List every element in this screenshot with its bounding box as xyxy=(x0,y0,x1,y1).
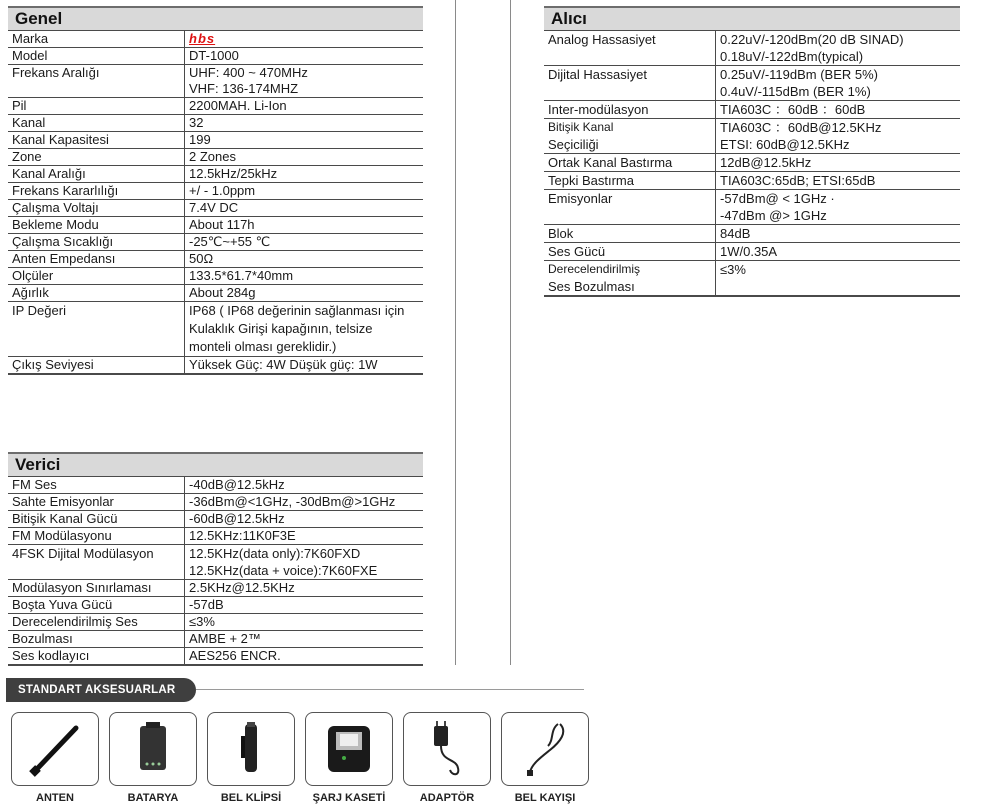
spec-value-line: -47dBm @> 1GHz xyxy=(720,208,827,223)
spec-value-line: 2.5KHz@12.5KHz xyxy=(189,580,295,595)
spec-label-line: Frekans Aralığı xyxy=(12,65,100,80)
spec-value-line: ≤3% xyxy=(720,262,746,277)
accessory-label: BEL KAYIŞI xyxy=(514,792,576,804)
spec-label-line: Seçiciliği xyxy=(548,137,599,152)
spec-value xyxy=(185,580,423,596)
spec-value-line: 12.5KHz(data only):7K60FXD xyxy=(189,546,361,561)
spec-value-line: 50Ω xyxy=(189,251,214,266)
spec-value xyxy=(185,285,423,301)
spec-label xyxy=(544,243,716,260)
spec-value xyxy=(716,172,960,189)
spec-row xyxy=(8,648,423,666)
spec-value xyxy=(716,119,960,153)
spec-label xyxy=(8,48,185,64)
spec-label xyxy=(8,580,185,596)
accessory-battery xyxy=(109,712,197,804)
spec-value xyxy=(185,494,423,510)
spec-row xyxy=(8,545,423,580)
strap-icon xyxy=(501,712,589,786)
spec-label xyxy=(8,115,185,131)
spec-label-line: Dijital Hassasiyet xyxy=(548,67,647,82)
spec-value-line: VHF: 136-174MHZ xyxy=(189,81,299,96)
spec-value-line: 0.4uV/-115dBm (BER 1%) xyxy=(720,84,871,99)
spec-label xyxy=(544,66,716,100)
spec-value xyxy=(716,261,960,295)
spec-row xyxy=(8,251,423,268)
spec-value-line: 199 xyxy=(189,132,211,147)
spec-label xyxy=(8,132,185,148)
accessory-strap xyxy=(501,712,589,804)
spec-row xyxy=(8,511,423,528)
spec-value-line: Kulaklık Girişi kapağının, telsize xyxy=(189,321,373,336)
spec-value-line: TIA603C:65dB; ETSI:65dB xyxy=(720,173,876,188)
spec-label-line: Sahte Emisyonlar xyxy=(12,494,114,509)
spec-value-line: 0.18uV/-122dBm(typical) xyxy=(720,49,864,64)
spec-row xyxy=(8,631,423,648)
spec-label xyxy=(8,98,185,114)
spec-label-line: Zone xyxy=(12,149,42,164)
spec-row xyxy=(8,234,423,251)
spec-value xyxy=(185,65,423,97)
spec-value-line: 12dB@12.5kHz xyxy=(720,155,812,170)
spec-label-line: Ses Gücü xyxy=(548,244,606,259)
alici-spec-table xyxy=(544,6,960,297)
accessory-belt-clip xyxy=(207,712,295,804)
spec-row xyxy=(8,166,423,183)
spec-row xyxy=(8,614,423,631)
spec-label xyxy=(8,631,185,647)
spec-value xyxy=(185,200,423,216)
spec-value xyxy=(716,243,960,260)
spec-value-line: 0.22uV/-120dBm(20 dB SINAD) xyxy=(720,32,904,47)
spec-row xyxy=(8,31,423,48)
spec-value-line: 12.5kHz/25kHz xyxy=(189,166,278,181)
spec-value xyxy=(716,66,960,100)
spec-row xyxy=(544,66,960,101)
spec-value xyxy=(185,251,423,267)
spec-label xyxy=(8,217,185,233)
spec-label-line: Blok xyxy=(548,226,574,241)
verici-title: Verici xyxy=(8,452,423,477)
spec-value-line: -57dBm@ < 1GHz · xyxy=(720,191,835,206)
spec-value xyxy=(185,597,423,613)
spec-value-line: -60dB@12.5kHz xyxy=(189,511,285,526)
spec-label-line: Çalışma Voltajı xyxy=(12,200,99,215)
spec-row xyxy=(544,243,960,261)
spec-value-line: -25℃~+55 ℃ xyxy=(189,234,271,249)
spec-value-line: About 117h xyxy=(189,217,255,232)
spec-value-line: monteli olması gereklidir.) xyxy=(189,339,337,354)
spec-row xyxy=(544,101,960,119)
spec-value xyxy=(185,648,423,664)
spec-value xyxy=(185,183,423,199)
spec-value-line: -40dB@12.5kHz xyxy=(189,477,285,492)
spec-row xyxy=(544,225,960,243)
spec-value-line: Yüksek Güç: 4W Düşük güç: 1W xyxy=(189,357,378,372)
spec-label xyxy=(8,251,185,267)
accessory-adapter xyxy=(403,712,491,804)
spec-label xyxy=(8,614,185,630)
spec-row xyxy=(8,48,423,65)
brand-logo: hbs xyxy=(189,31,216,46)
spec-label-line: Emisyonlar xyxy=(548,191,613,206)
accessory-charger xyxy=(305,712,393,804)
spec-value-line: 2 Zones xyxy=(189,149,236,164)
spec-value-line: 12.5KHz:11K0F3E xyxy=(189,528,296,543)
spec-label-line: Bitişik Kanal xyxy=(548,120,614,134)
spec-label xyxy=(8,511,185,527)
spec-value-line: TIA603C ：60dB@12.5KHz xyxy=(720,120,882,135)
spec-row xyxy=(544,31,960,66)
spec-value-line: UHF: 400 ~ 470MHz xyxy=(189,65,308,80)
spec-row xyxy=(8,357,423,375)
spec-value xyxy=(185,631,423,647)
spec-value xyxy=(716,225,960,242)
spec-value-line: +/ - 1.0ppm xyxy=(189,183,256,198)
spec-row xyxy=(544,172,960,190)
spec-label-line: Anten Empedansı xyxy=(12,251,116,266)
spec-label xyxy=(8,183,185,199)
spec-value-line: 7.4V DC xyxy=(189,200,239,215)
spec-value xyxy=(185,477,423,493)
spec-label xyxy=(8,545,185,579)
spec-label-line: Derecelendirilmiş xyxy=(548,262,641,276)
spec-label-line: Inter-modülasyon xyxy=(548,102,649,117)
accessory-antenna xyxy=(11,712,99,804)
spec-label xyxy=(544,225,716,242)
spec-value xyxy=(185,528,423,544)
spec-value xyxy=(716,101,960,118)
column-divider-right xyxy=(510,0,511,665)
spec-row xyxy=(544,190,960,225)
spec-label-line: Kanal Aralığı xyxy=(12,166,86,181)
spec-value-line: 133.5*61.7*40mm xyxy=(189,268,294,283)
spec-label xyxy=(8,65,185,97)
spec-row xyxy=(8,149,423,166)
battery-icon xyxy=(109,712,197,786)
genel-title: Genel xyxy=(8,6,423,31)
spec-label xyxy=(8,597,185,613)
spec-label-line: Boşta Yuva Gücü xyxy=(12,597,113,612)
spec-value xyxy=(185,545,423,579)
spec-label-line: Pil xyxy=(12,98,27,113)
spec-value-line: IP68 ( IP68 değerinin sağlanması için xyxy=(189,303,405,318)
spec-row xyxy=(544,261,960,297)
spec-value xyxy=(185,31,423,47)
spec-label xyxy=(8,302,185,356)
spec-row xyxy=(8,132,423,149)
spec-label-line: Frekans Kararlılığı xyxy=(12,183,119,198)
spec-value-line: About 284g xyxy=(189,285,256,300)
spec-value xyxy=(716,190,960,224)
spec-label-line: FM Modülasyonu xyxy=(12,528,112,543)
spec-value xyxy=(185,217,423,233)
spec-value xyxy=(185,166,423,182)
spec-label-line: Bozulması xyxy=(12,631,73,646)
spec-value-line: 0.25uV/-119dBm (BER 5%) xyxy=(720,67,878,82)
spec-label-line: Ses kodlayıcı xyxy=(12,648,90,663)
spec-value xyxy=(185,302,423,356)
spec-row xyxy=(8,302,423,357)
spec-value-line: -57dB xyxy=(189,597,224,612)
spec-row xyxy=(8,268,423,285)
spec-label xyxy=(544,31,716,65)
spec-label-line: Model xyxy=(12,48,48,63)
spec-label-line: 4FSK Dijital Modülasyon xyxy=(12,546,154,561)
spec-value xyxy=(185,268,423,284)
genel-spec-table xyxy=(8,6,423,375)
spec-row xyxy=(8,580,423,597)
spec-label xyxy=(544,172,716,189)
belt-clip-icon xyxy=(207,712,295,786)
spec-value-line: 12.5KHz(data + voice):7K60FXE xyxy=(189,563,378,578)
spec-label-line: Çıkış Seviyesi xyxy=(12,357,94,372)
spec-label-line: Analog Hassasiyet xyxy=(548,32,656,47)
spec-value xyxy=(185,48,423,64)
spec-value xyxy=(185,115,423,131)
spec-value xyxy=(185,234,423,250)
accessory-label: ANTEN xyxy=(36,792,74,804)
spec-label xyxy=(8,200,185,216)
spec-label xyxy=(8,494,185,510)
spec-label-line: Bekleme Modu xyxy=(12,217,99,232)
spec-label xyxy=(544,119,716,153)
spec-label-line: Derecelendirilmiş Ses xyxy=(12,614,138,629)
accessory-label: BATARYA xyxy=(127,792,179,804)
spec-value xyxy=(716,31,960,65)
spec-label xyxy=(8,357,185,373)
spec-row xyxy=(8,65,423,98)
spec-value-line: DT-1000 xyxy=(189,48,239,63)
spec-row xyxy=(8,183,423,200)
accessory-label: ŞARJ KASETİ xyxy=(312,792,386,804)
antenna-icon xyxy=(11,712,99,786)
spec-value xyxy=(185,511,423,527)
spec-value xyxy=(716,154,960,171)
spec-value-line: AES256 ENCR. xyxy=(189,648,281,663)
spec-label-line: Marka xyxy=(12,31,49,46)
spec-row xyxy=(544,119,960,154)
spec-label xyxy=(544,190,716,224)
charger-icon xyxy=(305,712,393,786)
spec-value xyxy=(185,98,423,114)
spec-row xyxy=(8,494,423,511)
spec-label xyxy=(544,261,716,295)
spec-row xyxy=(8,477,423,494)
spec-label-line: Bitişik Kanal Gücü xyxy=(12,511,118,526)
column-divider-left xyxy=(455,0,456,665)
spec-value xyxy=(185,149,423,165)
spec-value-line: ETSI: 60dB@12.5KHz xyxy=(720,137,850,152)
spec-label xyxy=(8,268,185,284)
accessories-title: STANDART AKSESUARLAR xyxy=(6,678,196,702)
spec-value-line: 84dB xyxy=(720,226,751,241)
spec-label-line: IP Değeri xyxy=(12,303,66,318)
spec-label xyxy=(8,31,185,47)
spec-label xyxy=(8,528,185,544)
spec-row xyxy=(544,154,960,172)
spec-row xyxy=(8,115,423,132)
spec-label-line: Modülasyon Sınırlaması xyxy=(12,580,152,595)
spec-row xyxy=(8,528,423,545)
spec-row xyxy=(8,98,423,115)
spec-value-line: 32 xyxy=(189,115,204,130)
spec-row xyxy=(8,200,423,217)
spec-label-line: Kanal xyxy=(12,115,46,130)
spec-value-line: 2200MAH. Li-Ion xyxy=(189,98,287,113)
accessory-label: BEL KLİPSİ xyxy=(220,792,282,804)
spec-label-line: Olçüler xyxy=(12,268,54,283)
spec-label xyxy=(8,477,185,493)
spec-label-line: Ağırlık xyxy=(12,285,49,300)
spec-value-line: AMBE + 2™ xyxy=(189,631,261,646)
spec-label xyxy=(8,166,185,182)
spec-value-line: 1W/0.35A xyxy=(720,244,778,259)
spec-value-line: ≤3% xyxy=(189,614,215,629)
spec-value-line: TIA603C ：60dB ：60dB xyxy=(720,102,866,117)
adapter-icon xyxy=(403,712,491,786)
spec-label xyxy=(8,648,185,664)
spec-label-line: Çalışma Sıcaklığı xyxy=(12,234,114,249)
verici-spec-table xyxy=(8,452,423,666)
spec-label-line: Kanal Kapasitesi xyxy=(12,132,109,147)
alici-title: Alıcı xyxy=(544,6,960,31)
accessories-divider xyxy=(196,689,584,690)
spec-label xyxy=(8,149,185,165)
spec-row xyxy=(8,597,423,614)
spec-label xyxy=(8,285,185,301)
spec-label-line: Ses Bozulması xyxy=(548,279,635,294)
spec-row xyxy=(8,217,423,234)
spec-label xyxy=(544,154,716,171)
spec-value xyxy=(185,614,423,630)
spec-label xyxy=(8,234,185,250)
spec-value-line: -36dBm@<1GHz, -30dBm@>1GHz xyxy=(189,494,396,509)
accessory-label: ADAPTÖR xyxy=(419,792,475,804)
spec-label-line: Ortak Kanal Bastırma xyxy=(548,155,673,170)
spec-row xyxy=(8,285,423,302)
spec-value xyxy=(185,132,423,148)
spec-label-line: FM Ses xyxy=(12,477,57,492)
spec-label xyxy=(544,101,716,118)
spec-label-line: Tepki Bastırma xyxy=(548,173,634,188)
spec-value xyxy=(185,357,423,373)
